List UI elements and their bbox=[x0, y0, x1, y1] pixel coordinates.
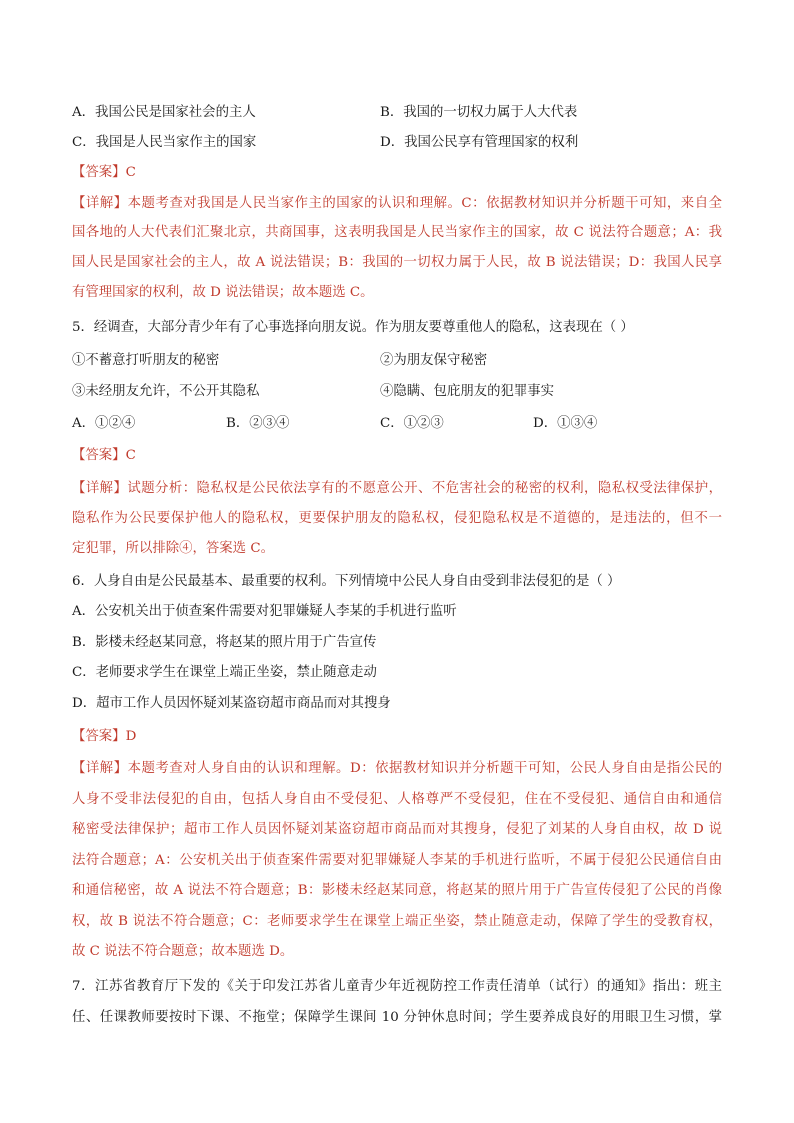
q5-answer-value: C bbox=[125, 448, 136, 463]
q4-detail-line-4: 有管理国家的权利，故 D 说法错误；故本题选 C。 bbox=[72, 285, 374, 300]
q6-option-c: C．老师要求学生在课堂上端正坐姿，禁止随意走动 bbox=[72, 665, 377, 680]
q6-answer-value: D bbox=[125, 729, 137, 744]
q5-option-d: D．①③④ bbox=[533, 416, 598, 431]
q4-detail-line-3: 国人民是国家社会的主人，故 A 说法错误；B：我国的一切权力属于人民，故 B 说法错误；D：我国人民享 bbox=[72, 255, 722, 270]
q5-detail-text-1: 试题分析：隐私权是公民依法享有的不愿意公开、不危害社会的秘密的权利，隐私权受法律保护， bbox=[127, 481, 722, 496]
q6-detail-line-2: 人身不受非法侵犯的自由，包括人身自由不受侵犯、人格尊严不受侵犯，住在不受侵犯、通信自由和通信 bbox=[72, 792, 722, 807]
q5-item-2: ②为朋友保守秘密 bbox=[380, 353, 488, 368]
q6-detail-label: 【详解】 bbox=[72, 761, 128, 776]
q5-detail-line-2: 隐私作为公民要保护他人的隐私权，更要保护朋友的隐私权，侵犯隐私权是不道德的，是违法的，但不一 bbox=[72, 511, 722, 526]
q6-option-d: D．超市工作人员因怀疑刘某盗窃超市商品而对其搜身 bbox=[72, 696, 391, 711]
q4-option-d: D．我国公民享有管理国家的权利 bbox=[380, 135, 579, 150]
q4-answer-label: 【答案】 bbox=[72, 165, 126, 180]
q5-option-c: C．①②③ bbox=[380, 416, 444, 431]
q5-detail-line-1 bbox=[72, 478, 722, 500]
q5-answer-label: 【答案】 bbox=[72, 448, 126, 463]
q6-detail-line-5: 和通信秘密，故 A 说法不符合题意；B：影楼未经赵某同意，将赵某的照片用于广告宣传侵犯了公民的肖像 bbox=[72, 883, 722, 898]
q5-detail-line-3: 定犯罪，所以排除④，答案选 C。 bbox=[72, 541, 274, 556]
q6-option-a: A．公安机关出于侦查案件需要对犯罪嫌疑人李某的手机进行监听 bbox=[72, 604, 457, 619]
q5-detail-label: 【详解】 bbox=[72, 481, 128, 496]
q4-option-c: C．我国是人民当家作主的国家 bbox=[72, 135, 257, 150]
q6-stem: 6．人身自由是公民最基本、最重要的权利。下列情境中公民人身自由受到非法侵犯的是（ ） bbox=[72, 574, 621, 589]
q6-detail-line-1 bbox=[72, 758, 722, 780]
q4-detail-line-1 bbox=[72, 193, 722, 215]
q6-answer-label: 【答案】 bbox=[72, 729, 126, 744]
q4-answer bbox=[72, 162, 722, 184]
q5-stem: 5．经调查，大部分青少年有了心事选择向朋友说。作为朋友要尊重他人的隐私，这表现在（ ） bbox=[72, 320, 634, 335]
q4-detail-label: 【详解】 bbox=[72, 196, 128, 211]
q7-stem-line-2: 任、任课教师要按时下课、不拖堂；保障学生课间 10 分钟休息时间；学生要养成良好的用眼卫生习惯，掌 bbox=[72, 1010, 722, 1025]
q4-option-b: B．我国的一切权力属于人大代表 bbox=[380, 105, 578, 120]
q4-detail-line-2: 国各地的人大代表们汇聚北京，共商国事，这表明我国是人民当家作主的国家，故 C 说法符合题意；A：我 bbox=[72, 225, 722, 240]
q5-option-b: B．②③④ bbox=[226, 416, 290, 431]
q6-detail-text-1: 本题考查对人身自由的认识和理解。D：依据教材知识并分析题干可知，公民人身自由是指公民的 bbox=[127, 761, 723, 776]
q4-answer-value: C bbox=[125, 165, 136, 180]
q6-detail-line-4: 法符合题意；A：公安机关出于侦查案件需要对犯罪嫌疑人李某的手机进行监听，不属于侵犯公民通信自由 bbox=[72, 853, 722, 868]
q6-detail-line-7: 故 C 说法不符合题意；故本题选 D。 bbox=[72, 944, 294, 959]
q5-answer bbox=[72, 445, 722, 467]
q5-item-4: ④隐瞒、包庇朋友的犯罪事实 bbox=[380, 384, 555, 399]
q6-answer bbox=[72, 726, 722, 748]
q4-detail-text-1: 本题考查对我国是人民当家作主的国家的认识和理解。C：依据教材知识并分析题干可知，来自全 bbox=[127, 196, 723, 211]
q5-item-1: ①不蓄意打听朋友的秘密 bbox=[72, 353, 220, 368]
q7-stem-line-1: 7．江苏省教育厅下发的《关于印发江苏省儿童青少年近视防控工作责任清单（试行）的通知》指出：班主 bbox=[72, 979, 722, 994]
q6-detail-line-6: 权，故 B 说法不符合题意；C：老师要求学生在课堂上端正坐姿，禁止随意走动，保障了学生的受教育权， bbox=[72, 914, 722, 929]
q4-option-a: A．我国公民是国家社会的主人 bbox=[72, 105, 256, 120]
q6-detail-line-3: 秘密受法律保护；超市工作人员因怀疑刘某盗窃超市商品而对其搜身，侵犯了刘某的人身自由权，故 D 说 bbox=[72, 822, 722, 837]
q5-option-a: A．①②④ bbox=[72, 416, 136, 431]
q5-item-3: ③未经朋友允许，不公开其隐私 bbox=[72, 384, 260, 399]
q6-option-b: B．影楼未经赵某同意，将赵某的照片用于广告宣传 bbox=[72, 635, 377, 650]
